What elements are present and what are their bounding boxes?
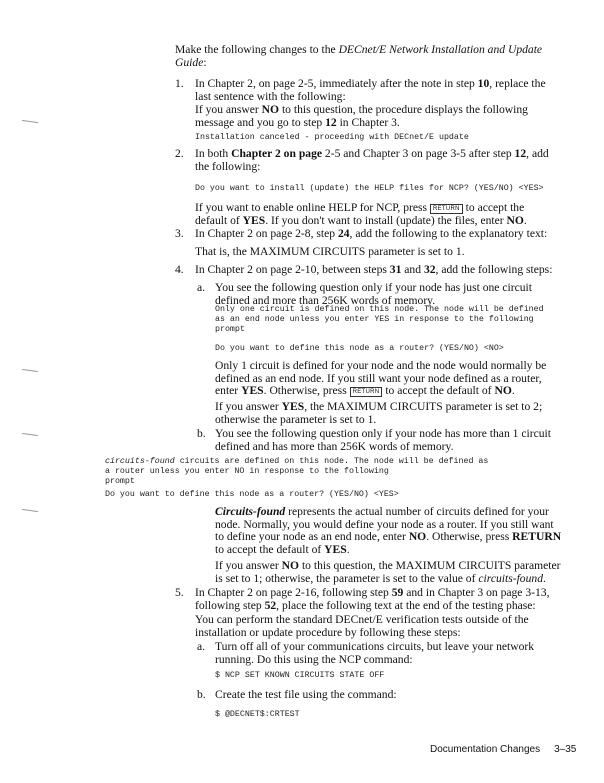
step-number: 2. (175, 147, 184, 160)
bold-text: 52 (264, 598, 277, 612)
bold-text: NO (408, 530, 427, 544)
text-run: to accept the default of (215, 542, 325, 556)
step-4b-text (215, 428, 560, 453)
text-run: . Otherwise, press (263, 384, 350, 398)
step-5-text (195, 587, 565, 612)
substep-letter: a. (197, 640, 206, 653)
step-2-code: Do you want to install (update) the HELP files for NCP? (YES/NO) <YES> (195, 184, 544, 193)
step-4b-paragraph-2 (215, 560, 563, 585)
step-5-paragraph (195, 614, 557, 639)
step-3-text (195, 228, 557, 241)
text-run: Create the test file using the command: (215, 688, 397, 701)
text-run: In Chapter 2, on page 2-5, immediately after the note in step (195, 77, 478, 90)
text-run: 2-5 and Chapter 3 on page 3-5 after step (322, 147, 515, 160)
text-run: If you answer (215, 400, 282, 413)
bold-text: RETURN (512, 530, 562, 544)
bold-text: Circuits-found (215, 505, 286, 518)
step-4a-paragraph-1 (215, 360, 560, 398)
text-run: In Chapter 2 on page 2-16, following step (195, 586, 392, 599)
bold-text: YES (281, 400, 305, 413)
bold-text: NO (281, 559, 300, 572)
bold-text: YES (324, 542, 347, 556)
margin-mark (22, 433, 38, 436)
step-2-text (195, 148, 557, 173)
text-run: , add the following: (195, 147, 549, 173)
text-run: In Chapter 2 on page 2-8, step (195, 227, 338, 240)
step-4a-paragraph-2 (215, 401, 560, 426)
text-run: , add the following to the explanatory text: (349, 227, 548, 240)
text-run: In both (195, 147, 232, 160)
bold-text: Chapter 2 on page (231, 147, 323, 160)
text-run: , the MAXIMUM CIRCUITS parameter is set to 2; otherwise the parameter is set to 1. (215, 400, 543, 426)
text-run: circuits are defined on this node. The node will be defined as a router unless you enter NO in response to the following prompt (105, 457, 489, 487)
bold-text: NO (506, 213, 524, 227)
text-run: . Otherwise, press (426, 530, 513, 544)
bold-text: 32 (423, 263, 436, 276)
step-5b-code: $ @DECNET$:CRTEST (215, 710, 300, 719)
step-5a-text (215, 641, 560, 666)
intro-paragraph (175, 44, 560, 69)
step-4a-code-prompt: Do you want to define this node as a router? (YES/NO) <NO> (215, 344, 504, 353)
text-run: Only 1 circuit is defined for your node and the node would normally be defined as an end node. If you still want your node defined as a router, enter (215, 359, 547, 398)
text-run: . (346, 542, 350, 556)
text-run: in Chapter 3. (336, 115, 400, 129)
text-run: to this question, the procedure displays the following message and you go to step (195, 103, 528, 129)
text-run: Turn off all of your communications circuits, but leave your network running. Do this using the NCP command: (215, 640, 535, 666)
text-run: . (543, 571, 546, 585)
return-key-icon: RETURN (430, 204, 463, 214)
text-run: and (401, 263, 424, 276)
text-run: to accept the default of (195, 201, 525, 227)
italic-text: DECnet/E Network Installation and Update Guide (175, 43, 543, 69)
text-run: You see the following question only if your node has just one circuit defined and more than 256K words of memory. (215, 281, 532, 307)
text-run: , place the following text at the end of the testing phase: (276, 598, 536, 612)
text-run: Make the following changes to the (175, 43, 339, 56)
step-4b-code-message (105, 457, 488, 488)
bold-text: 24 (337, 227, 350, 240)
step-number: 4. (175, 263, 184, 276)
italic-text: circuits-found (478, 571, 543, 585)
text-run: If you want to enable online HELP for NCP, press (195, 201, 430, 214)
bold-text: NO (494, 384, 512, 398)
step-5a-code: $ NCP SET KNOWN CIRCUITS STATE OFF (215, 671, 385, 680)
page-footer (430, 744, 576, 757)
bold-text: 12 (325, 115, 337, 129)
text-run: In Chapter 2 on page 2-10, between steps (195, 263, 390, 276)
text-run: to this question, the MAXIMUM CIRCUITS parameter is set to 1; otherwise, the parameter is set to the value of (215, 559, 561, 585)
text-run: If you answer (215, 559, 282, 572)
margin-mark (22, 509, 38, 512)
text-run: : (203, 55, 207, 69)
bold-text: YES (241, 384, 264, 398)
margin-mark (22, 120, 38, 123)
step-4b-code-prompt: Do you want to define this node as a router? (YES/NO) <YES> (105, 490, 399, 499)
step-1-text (195, 78, 557, 103)
step-1-code: Installation canceled - proceeding with DECnet/E update (195, 133, 469, 142)
text-run: . If you don't want to install (update) the files, enter (265, 213, 507, 227)
substep-letter: a. (197, 281, 206, 294)
italic-text: circuits-found (105, 457, 175, 466)
step-4a-code-message: Only one circuit is defined on this node. The node will be defined as an end node unless you enter YES in response to the following prompt (215, 305, 544, 335)
margin-mark (22, 369, 38, 372)
bold-text: 10 (477, 77, 490, 90)
text-run: to accept the default of (382, 384, 495, 398)
bold-text: NO (261, 103, 280, 116)
text-run: . (511, 384, 515, 398)
step-1-paragraph (195, 104, 557, 129)
text-run: , replace the last sentence with the following: (195, 77, 546, 103)
substep-letter: b. (197, 688, 206, 701)
text-run: If you answer (195, 103, 262, 116)
step-number: 5. (175, 586, 184, 599)
text-run: . (523, 213, 527, 227)
text-run: You can perform the standard DECnet/E verification tests outside of the installation or update procedure by following these steps: (195, 613, 529, 639)
step-5b-text (215, 689, 560, 702)
step-3-paragraph (195, 246, 557, 259)
substep-letter: b. (197, 427, 206, 440)
bold-text: 31 (389, 263, 402, 276)
text-run: represents the actual number of circuits defined for your node. Normally, you would define your node as a router. If you still want to define your node as an end node, enter (215, 505, 554, 544)
text-run: , add the following steps: (435, 263, 553, 276)
page-number: 3–35 (554, 744, 577, 755)
return-key-icon: RETURN (350, 387, 383, 397)
step-2-paragraph (195, 202, 557, 227)
bold-text: YES (242, 213, 266, 227)
step-number: 1. (175, 77, 184, 90)
text-run: That is, the MAXIMUM CIRCUITS parameter is set to 1. (195, 245, 465, 258)
step-4b-paragraph-1 (215, 506, 563, 556)
step-4-text (195, 264, 557, 277)
bold-text: 12 (514, 147, 527, 160)
footer-section-title: Documentation Changes (430, 744, 541, 755)
step-number: 3. (175, 227, 184, 240)
text-run: and in Chapter 3 on page 3-13, following step (195, 586, 550, 612)
bold-text: 59 (391, 586, 404, 599)
step-4a-text (215, 282, 560, 307)
text-run: You see the following question only if your node has more than 1 circuit defined and has more than 256K words of memory. (215, 427, 551, 453)
